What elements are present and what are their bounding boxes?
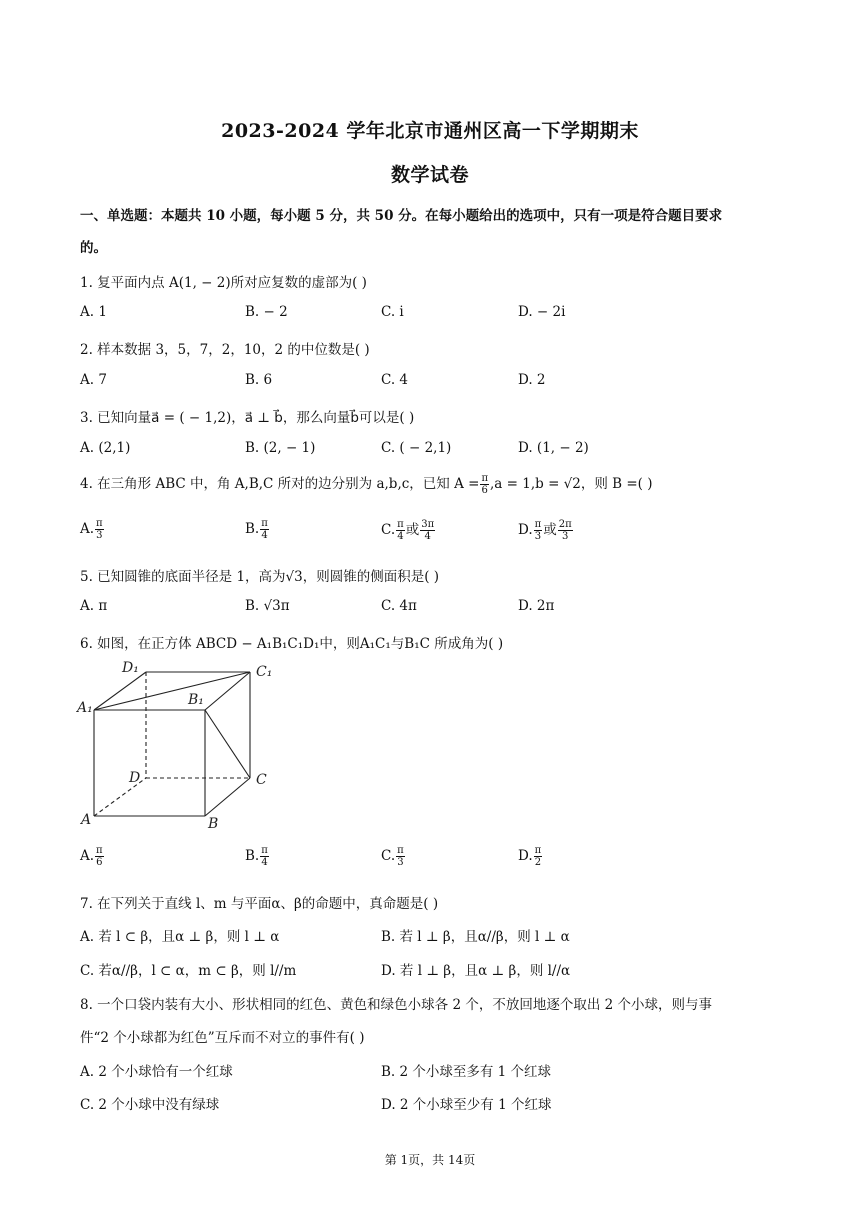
q4-stem-part1: 4. 在三角形 ABC 中，角 A,B,C 所对的边分别为 a,b,c，已知 A = (80, 476, 480, 492)
q3-option-c: C. ( − 2,1) (381, 440, 452, 456)
fraction-numerator: π (261, 845, 268, 856)
label-c: C (256, 772, 267, 788)
exam-title: 2023-2024 学年北京市通州区高一下学期期末 (221, 120, 639, 142)
fraction-denominator: 4 (424, 531, 431, 542)
fraction-numerator: π (481, 473, 489, 484)
q8-stem-cont: 件“2 个小球都为红色”互斥而不对立的事件有( ) (80, 1030, 365, 1046)
fraction-denominator: 4 (261, 530, 268, 541)
q7-stem: 7. 在下列关于直线 l、m 与平面α、β的命题中，真命题是( ) (80, 896, 439, 912)
q5-option-c: C. 4π (381, 598, 417, 614)
label-a: A (81, 812, 92, 828)
q8-option-d: D. 2 个小球至少有 1 个红球 (381, 1097, 552, 1113)
fraction-numerator: π (397, 845, 404, 856)
fraction-numerator: π (96, 845, 103, 856)
fraction-denominator: 6 (481, 485, 488, 496)
option-fraction (420, 519, 435, 542)
q2-stem: 2. 样本数据 3，5，7，2，10，2 的中位数是( ) (80, 342, 370, 358)
option-label: D. (518, 848, 533, 864)
q4-option-a (80, 518, 105, 541)
edge-a1-d1 (94, 672, 146, 710)
q4-option-c (381, 518, 436, 542)
option-fraction (534, 519, 543, 542)
q2-option-a: A. 7 (80, 372, 107, 388)
q8-option-c: C. 2 个小球中没有绿球 (80, 1097, 220, 1113)
q5-option-d: D. 2π (518, 598, 555, 614)
q6-option-c (381, 845, 406, 868)
label-d: D (129, 770, 141, 786)
option-fraction (396, 845, 405, 868)
q8-stem: 8. 一个口袋内装有大小、形状相同的红色、黄色和绿色小球各 2 个，不放回地逐个取出 2 个小球，则与事 (80, 997, 713, 1013)
section-heading-cont: 的。 (80, 240, 107, 256)
fraction-numerator: 2π (558, 519, 572, 530)
q8-option-a: A. 2 个小球恰有一个红球 (80, 1064, 233, 1080)
option-fraction (558, 519, 573, 542)
q6-option-d (518, 845, 543, 868)
option-fraction (260, 518, 269, 541)
q1-stem: 1. 复平面内点 A(1, − 2)所对应复数的虚部为( ) (80, 275, 367, 291)
label-b: B (208, 816, 219, 832)
fraction-numerator: π (261, 518, 268, 529)
label-b1: B₁ (188, 692, 204, 708)
option-label: C. (381, 522, 396, 538)
fraction-denominator: 3 (397, 857, 404, 868)
fraction-denominator: 2 (534, 857, 542, 868)
option-fraction (534, 845, 543, 868)
option-fraction (396, 519, 405, 542)
fraction-denominator: 6 (96, 857, 103, 868)
q8-option-b: B. 2 个小球至多有 1 个红球 (381, 1064, 552, 1080)
exam-subtitle: 数学试卷 (390, 164, 469, 186)
fraction-numerator: π (397, 519, 404, 530)
section-heading: 一、单选题：本题共 10 小题，每小题 5 分，共 50 分。在每小题给出的选项中，只有一项是符合题目要求 (80, 208, 723, 224)
label-d1: D₁ (122, 660, 139, 676)
fraction-numerator: π (534, 519, 542, 530)
q4-stem (80, 472, 653, 496)
q4-stem-fraction (480, 473, 489, 496)
q5-option-b: B. √3π (245, 598, 290, 614)
q1-option-c: C. i (381, 304, 404, 320)
q3-option-d: D. (1, − 2) (518, 440, 589, 456)
option-label: A. (80, 848, 95, 864)
q7-option-d: D. 若 l ⊥ β，且α ⊥ β，则 l//α (381, 963, 571, 979)
segment-b1-c (205, 710, 250, 778)
q6-option-b (245, 845, 270, 868)
q1-option-a: A. 1 (80, 304, 107, 320)
fraction-denominator: 3 (96, 530, 103, 541)
option-fraction (95, 518, 104, 541)
diagonal-a1-c1 (94, 672, 250, 710)
q3-stem: 3. 已知向量a⃗ = ( − 1,2)，a⃗ ⊥ b⃗，那么向量b⃗可以是( ) (80, 410, 415, 426)
q5-stem: 5. 已知圆锥的底面半径是 1，高为√3，则圆锥的侧面积是( ) (80, 569, 440, 585)
cube-figure (76, 656, 286, 834)
q4-stem-part2: ,a = 1,b = √2，则 B =( ) (490, 476, 653, 492)
q2-option-d: D. 2 (518, 372, 546, 388)
edge-b-c (205, 778, 250, 816)
fraction-denominator: 3 (534, 531, 542, 542)
q2-option-b: B. 6 (245, 372, 273, 388)
option-fraction (95, 845, 104, 868)
q4-option-d (518, 518, 574, 542)
option-label: B. (245, 848, 260, 864)
q7-option-b: B. 若 l ⊥ β，且α//β，则 l ⊥ α (381, 929, 570, 945)
fraction-denominator: 4 (261, 857, 268, 868)
q2-option-c: C. 4 (381, 372, 409, 388)
fraction-denominator: 4 (397, 531, 404, 542)
q1-option-b: B. − 2 (245, 304, 288, 320)
option-label: B. (245, 521, 260, 537)
fraction-numerator: π (96, 518, 103, 529)
option-label: C. (381, 848, 396, 864)
page-footer: 第 1页，共 14页 (384, 1153, 476, 1167)
option-fraction (260, 845, 269, 868)
q5-option-a: A. π (80, 598, 108, 614)
q3-option-b: B. (2, − 1) (245, 440, 316, 456)
q4-option-b (245, 518, 270, 541)
fraction-numerator: π (534, 845, 542, 856)
q7-option-c: C. 若α//β，l ⊂ α，m ⊂ β，则 l//m (80, 963, 297, 979)
q3-option-a: A. (2,1) (80, 440, 131, 456)
option-or: 或 (543, 522, 557, 538)
q7-option-a: A. 若 l ⊂ β，且α ⊥ β，则 l ⊥ α (80, 929, 280, 945)
label-c1: C₁ (256, 664, 273, 680)
q6-stem: 6. 如图，在正方体 ABCD − A₁B₁C₁D₁中，则A₁C₁与B₁C 所成角为( ) (80, 636, 504, 652)
option-or: 或 (405, 522, 420, 538)
fraction-denominator: 3 (562, 531, 569, 542)
fraction-numerator: 3π (421, 519, 435, 530)
q6-option-a (80, 845, 105, 868)
option-label: A. (80, 521, 95, 537)
option-label: D. (518, 522, 533, 538)
label-a1: A₁ (77, 700, 93, 716)
q1-option-d: D. − 2i (518, 304, 566, 320)
